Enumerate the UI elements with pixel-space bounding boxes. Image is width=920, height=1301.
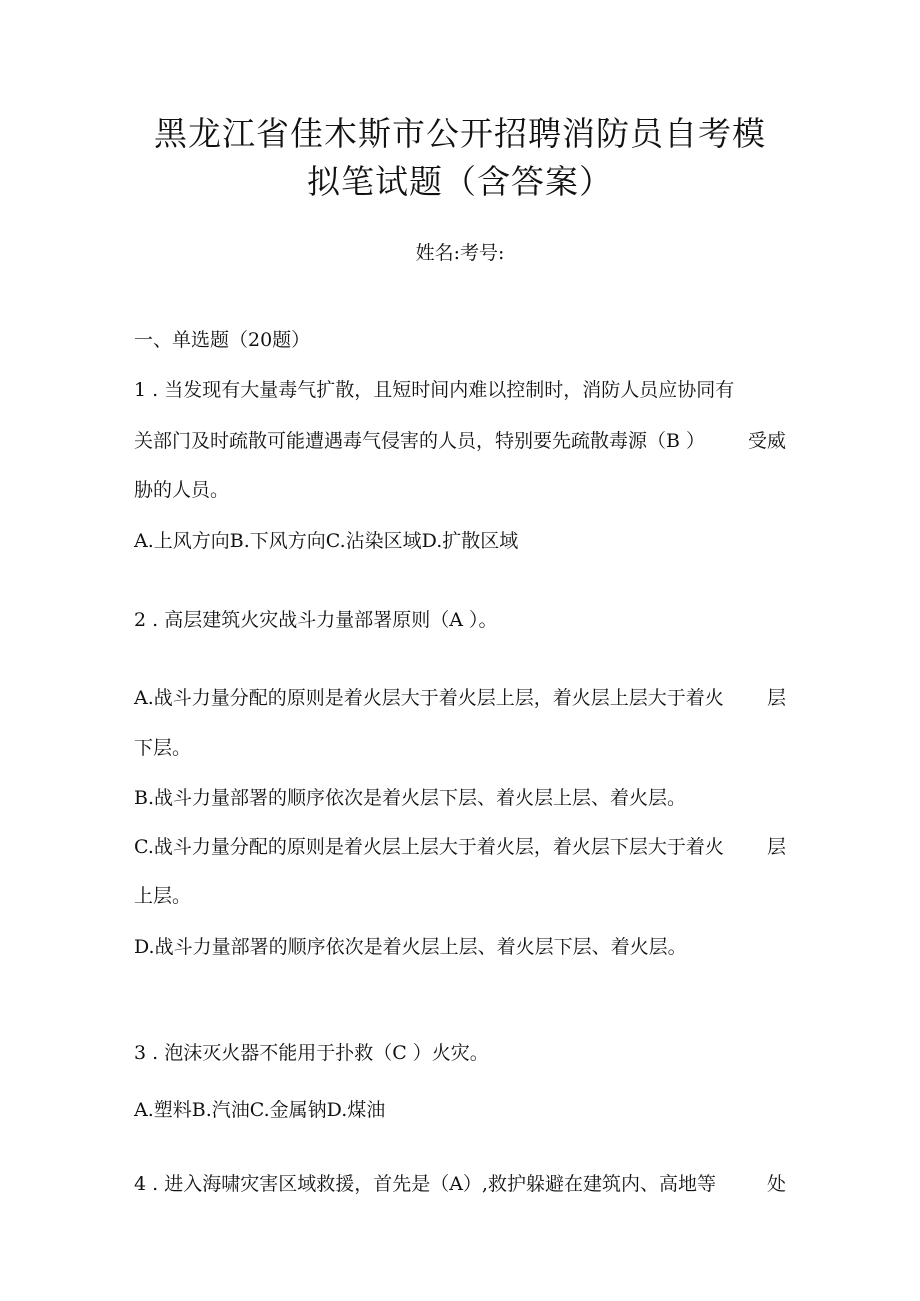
title-line-1: 黑龙江省佳木斯市公开招聘消防员自考模 [154,114,766,153]
question-4-line-1-text: 4 . 进入海啸灾害区域救援，首先是（A）,救护躲避在建筑内、高地等 [134,1173,716,1195]
question-1-line-2-end: 受威 [747,430,786,452]
question-2-option-a-line-2: 下层。 [134,737,192,759]
question-2-option-d: D.战斗力量部署的顺序依次是着火层上层、着火层下层、着火层。 [134,936,687,958]
question-4-line-1-end: 处 [766,1173,786,1195]
question-1-line-1: 1 . 当发现有大量毒气扩散，且短时间内难以控制时，消防人员应协同有 [134,379,735,401]
question-2-stem: 2 . 高层建筑火灾战斗力量部署原则（A ）。 [134,609,498,631]
name-id-line: 姓名:考号: [415,242,505,264]
question-1-line-2-text: 关部门及时疏散可能遭遇毒气侵害的人员，特别要先疏散毒源（B ） [134,430,706,452]
question-2-option-a-end: 层 [766,687,786,709]
question-2-option-c-line-1 [134,834,786,860]
section-heading: 一、单选题（20题） [134,329,311,351]
question-4-line-1 [134,1171,786,1197]
question-1-line-3: 胁的人员。 [134,479,230,501]
question-2-option-c-text: C.战斗力量分配的原则是着火层上层大于着火层，着火层下层大于着火 [134,836,724,858]
question-1-line-2 [134,428,786,454]
question-2-option-b: B.战斗力量部署的顺序依次是着火层下层、着火层上层、着火层。 [134,787,687,809]
question-1-options: A.上风方向B.下风方向C.沾染区域D.扩散区域 [134,530,519,552]
question-2-option-c-end: 层 [766,836,786,858]
question-2-option-a-line-1 [134,685,786,711]
question-3-options: A.塑料B.汽油C.金属钠D.煤油 [134,1099,386,1121]
question-2-option-a-text: A.战斗力量分配的原则是着火层大于着火层上层，着火层上层大于着火 [134,687,724,709]
question-3-stem: 3 . 泡沫灭火器不能用于扑救（C ）火灾。 [134,1042,489,1064]
title-line-2: 拟笔试题（含答案） [307,162,613,201]
question-2-option-c-line-2: 上层。 [134,885,192,907]
